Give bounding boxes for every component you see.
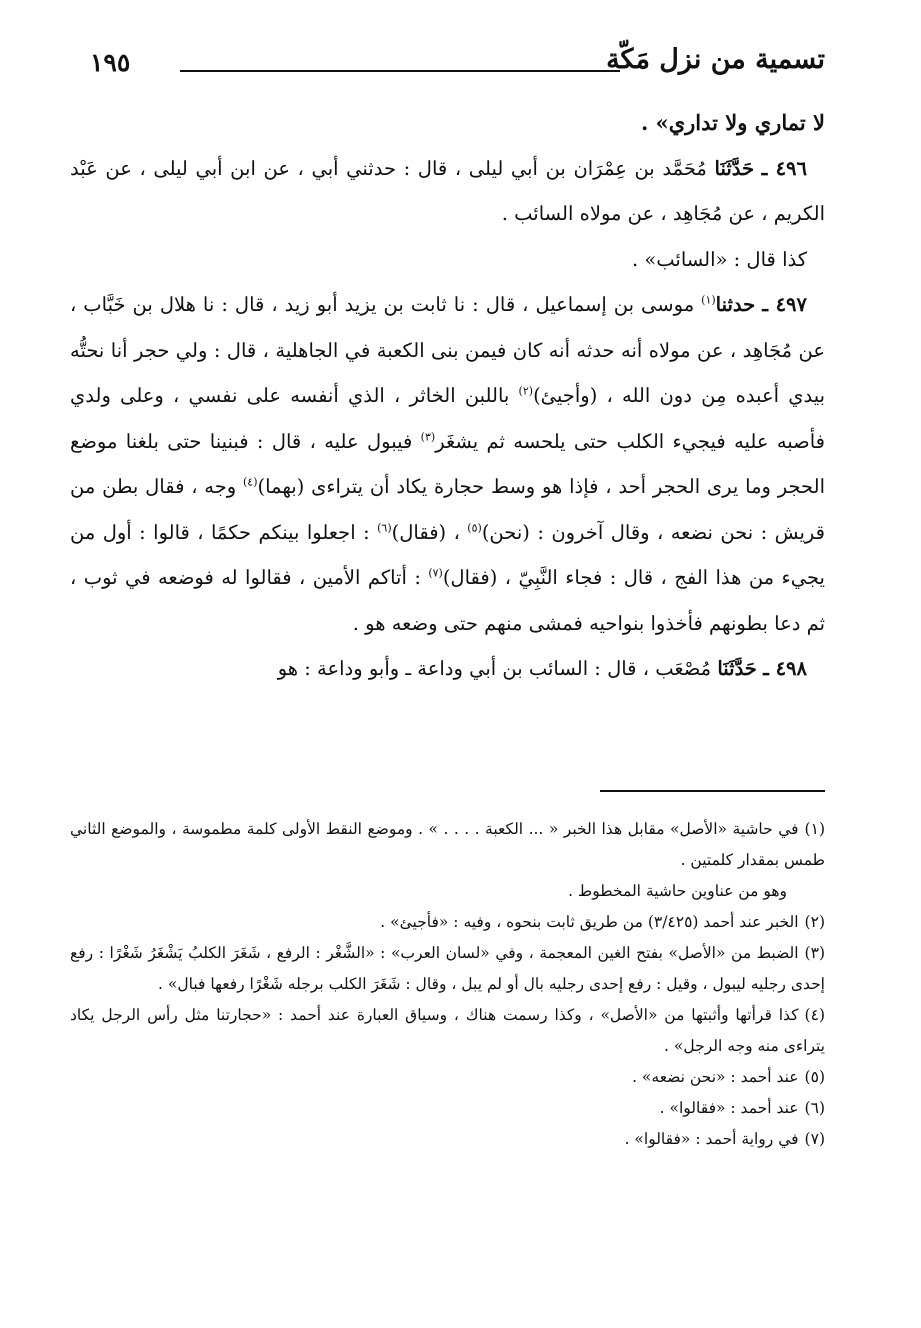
haddathana: حَدَّثَنَا <box>717 657 757 680</box>
footnote-2 <box>70 907 825 938</box>
footnote-rule <box>600 790 825 792</box>
haddathana: حدثنا <box>715 293 756 316</box>
hadith-text: مُحَمَّد بن عِمْرَان بن أبي ليلى ، قال : حدثني أبي ، عن ابن أبي ليلى ، عن عَبْد الكريم ، عن مُجَاهِد ، عن مولاه السائب . <box>70 156 825 225</box>
footnote-marker: (٢) <box>804 913 825 931</box>
continuation-line: لا تماري ولا تداري» . <box>640 110 825 135</box>
footnote-7 <box>70 1124 825 1155</box>
footnote-marker: (٦) <box>804 1099 825 1117</box>
hadith-text: موسى بن إسماعيل ، قال : نا ثابت بن يزيد أبو زيد ، قال : نا هلال بن خَبَّاب ، عن مُجَاهِد ، عن مولاه أنه حدثه أنه كان فيمن بنى الكعبة في الجاهلية ، قال : ولي حجر أنا نحتُّه بيدي أعبده مِن دون الله ، (وأجيئ) <box>70 293 826 407</box>
footnote-text: في حاشية «الأصل» مقابل هذا الخبر « ... الكعبة . . . . » . وموضع النقط الأولى كلمة مطموسة ، والموضع الثاني طمس بمقدار كلمتين . <box>70 820 825 869</box>
footnote-ref-3: (٣) <box>420 430 436 443</box>
footnote-ref-4: (٤) <box>242 475 258 489</box>
footnote-3 <box>70 938 825 1000</box>
footnote-6 <box>70 1093 825 1124</box>
footnote-text: عند أحمد : «نحن نضعه» . <box>632 1068 799 1086</box>
footnote-marker: (١) <box>804 820 825 838</box>
hadith-text: باللبن الخاثر ، الذي أنفسه على نفسي ، وعلى ولدي فأصبه عليه فيجيء الكلب حتى يلحسه ثم يشغَر <box>70 384 825 453</box>
footnote-1 <box>70 814 825 876</box>
hadith-text: : أتاكم الأمين ، فقالوا له فوضعه في ثوب ، ثم دعا بطونهم فأخذوا بنواحيه فمشى منهم حتى وضعه هو . <box>70 566 825 635</box>
footnote-text: عند أحمد : «فقالوا» . <box>659 1099 799 1117</box>
page-number: ١٩٥ <box>90 48 131 77</box>
hadith-497 <box>70 282 825 646</box>
hadith-text: : اجعلوا بينكم حكمًا ، قالوا : أول من يجيء من هذا الفج ، قال : فجاء النَّبِيّ ، (فقال) <box>70 520 825 589</box>
footnote-ref-1: (١) <box>701 293 716 307</box>
header-rule <box>180 70 620 72</box>
page-header <box>70 40 825 96</box>
footnote-ref-2: (٢) <box>518 384 534 398</box>
footnote-ref-6: (٦) <box>377 521 392 534</box>
footnote-5 <box>70 1062 825 1093</box>
footnotes <box>70 814 825 1155</box>
hadith-number: ٤٩٧ ـ <box>762 293 807 316</box>
footnote-4 <box>70 1000 825 1062</box>
hadith-text: فيبول عليه ، قال : فبنينا حتى بلغنا موضع الحجر وما يرى الحجر أحد ، فإذا هو وسط حجارة يكاد أن يتراءى (بهما) <box>70 429 825 498</box>
footnote-text: في رواية أحمد : «فقالوا» . <box>624 1130 799 1148</box>
hadith-text: ، (فقال) <box>391 520 460 544</box>
main-text <box>70 100 825 692</box>
hadith-number: ٤٩٨ ـ <box>763 657 807 680</box>
hadith-text: مُصْعَب ، قال : السائب بن أبي وداعة ـ وأبو وداعة : هو <box>277 657 712 680</box>
hadith-number: ٤٩٦ ـ <box>761 156 807 180</box>
running-title: تسمية من نزل مَكّة <box>606 44 825 75</box>
book-page <box>70 40 825 1300</box>
footnote-text: الضبط من «الأصل» بفتح الغين المعجمة ، وفي «لسان العرب» : «الشَّغْر : الرفع ، شَغَرَ الكلبُ يَشْغَرُ شَغْرًا : رفع إحدى رجليه ليبول ، وقيل : رفع إحدى رجليه بال أو لم يبل ، وقال : شَغَرَ الكلب برجله شَغْرًا رفعها فبال» . <box>70 944 825 993</box>
footnote-text: الخبر عند أحمد (٣/٤٢٥) من طريق ثابت بنحوه ، وفيه : «فأجيئ» . <box>380 913 799 931</box>
footnote-marker: (٣) <box>804 944 825 962</box>
footnote-marker: (٥) <box>804 1068 825 1086</box>
hadith-text: وجه ، فقال بطن من قريش : نحن نضعه ، وقال آخرون : (نحن) <box>70 475 825 544</box>
footnote-ref-7: (٧) <box>428 566 443 580</box>
footnote-1-continuation: وهو من عناوين حاشية المخطوط . <box>568 882 787 900</box>
footnote-text: كذا قرأتها وأثبتها من «الأصل» ، وكذا رسمت هناك ، وسياق العبارة عند أحمد : «حجارتنا مثل رأس الرجل يكاد يتراءى منه وجه الرجل» . <box>70 1006 825 1055</box>
footnote-ref-5: (٥) <box>467 521 482 534</box>
footnote-marker: (٤) <box>804 1006 825 1024</box>
hadith-498 <box>70 646 825 692</box>
haddathana: حَدَّثَنَا <box>714 156 755 180</box>
hadith-496 <box>70 146 825 237</box>
footnote-marker: (٧) <box>804 1130 825 1148</box>
kadha-qala: كذا قال : «السائب» . <box>631 247 807 271</box>
